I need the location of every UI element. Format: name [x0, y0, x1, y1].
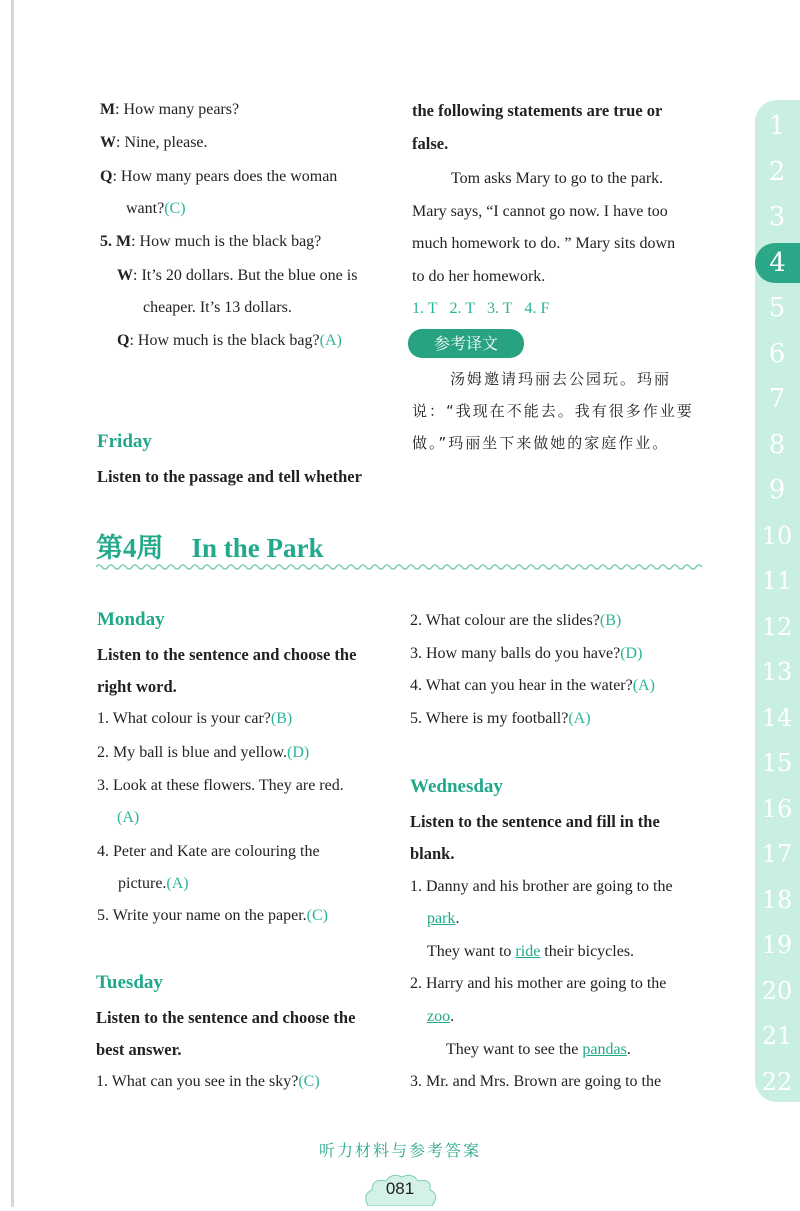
answer: (A): [319, 332, 342, 349]
week-tab-11[interactable]: 11: [761, 567, 793, 595]
wednesday-item-1-blank: park.: [427, 910, 460, 927]
translation-line-2: 说：“我现在不能去。我有很多作业要: [412, 402, 694, 420]
answer: (C): [164, 200, 186, 217]
wednesday-instruction-2: blank.: [410, 844, 455, 863]
reference-translation-label: 参考译文: [408, 329, 524, 358]
friday-instruction: Listen to the passage and tell whether: [97, 467, 362, 486]
dialog-line-8: Q: How much is the black bag?(A): [117, 332, 342, 349]
monday-item-1: 1. What colour is your car?(B): [97, 710, 293, 727]
monday-heading: Monday: [97, 609, 165, 630]
week-tab-5[interactable]: 5: [768, 293, 786, 323]
friday-heading: Friday: [97, 431, 152, 452]
tuesday-instruction-2: best answer.: [96, 1040, 182, 1059]
tuesday-item-1: 1. What can you see in the sky?(C): [96, 1073, 320, 1090]
page-number: 081: [385, 1179, 415, 1198]
passage-line-1: Tom asks Mary to go to the park.: [451, 170, 664, 187]
week-tab-3[interactable]: 3: [768, 202, 786, 232]
dialog-line-1: M: How many pears?: [100, 101, 240, 118]
dialog-line-2: W: Nine, please.: [100, 134, 208, 151]
friday-answers: 1. T 2. T 3. T 4. F: [412, 300, 550, 317]
passage-line-4: to do her homework.: [412, 268, 546, 285]
tuesday-item-2: 2. What colour are the slides?(B): [410, 612, 622, 629]
week-tab-13[interactable]: 13: [761, 658, 793, 686]
monday-instruction-1: Listen to the sentence and choose the: [97, 645, 357, 664]
tuesday-instruction-1: Listen to the sentence and choose the: [96, 1008, 356, 1027]
monday-item-4-cont: picture.(A): [118, 875, 189, 892]
fill-answer: park: [427, 910, 456, 927]
wednesday-instruction-1: Listen to the sentence and fill in the: [410, 812, 660, 831]
left-margin-line: [11, 0, 14, 1207]
week-tab-22[interactable]: 22: [761, 1067, 793, 1096]
wednesday-item-3: 3. Mr. and Mrs. Brown are going to the: [410, 1073, 662, 1090]
wednesday-item-2-line2: They want to see the pandas.: [446, 1041, 631, 1058]
tuesday-item-3: 3. How many balls do you have?(D): [410, 645, 643, 662]
translation-line-1: 汤姆邀请玛丽去公园玩。玛丽: [450, 370, 672, 388]
dialog-line-6: W: It’s 20 dollars. But the blue one is: [117, 267, 358, 284]
wednesday-item-2: 2. Harry and his mother are going to the: [410, 975, 667, 992]
friday-instruction-cont: the following statements are true or: [412, 101, 663, 120]
week-tab-20[interactable]: 20: [761, 976, 793, 1005]
week-tab-7[interactable]: 7: [768, 384, 786, 414]
week-tab-1[interactable]: 1: [768, 111, 786, 141]
monday-item-2: 2. My ball is blue and yellow.(D): [97, 744, 310, 761]
week-tab-15[interactable]: 15: [761, 749, 793, 777]
tuesday-item-5: 5. Where is my football?(A): [410, 710, 591, 727]
fill-answer: ride: [515, 943, 541, 960]
monday-item-3-answer: (A): [117, 809, 140, 826]
monday-item-4: 4. Peter and Kate are colouring the: [97, 843, 320, 860]
wednesday-heading: Wednesday: [410, 776, 503, 797]
week-tab-21[interactable]: 21: [761, 1022, 793, 1050]
fill-answer: zoo: [427, 1008, 451, 1025]
week-tab-16[interactable]: 16: [761, 794, 793, 823]
monday-instruction-2: right word.: [97, 677, 177, 696]
week-tab-12[interactable]: 12: [761, 612, 793, 641]
dialog-line-3: Q: How many pears does the woman: [100, 168, 338, 185]
week-tab-14[interactable]: 14: [761, 703, 793, 732]
passage-line-2: Mary says, “I cannot go now. I have too: [412, 203, 668, 220]
dialog-line-7: cheaper. It’s 13 dollars.: [143, 299, 292, 316]
footer-title: 听力材料与参考答案: [318, 1141, 481, 1160]
passage-line-3: much homework to do. ” Mary sits down: [412, 235, 676, 252]
section-title: 第4周 In the Park: [96, 533, 324, 563]
monday-item-3: 3. Look at these flowers. They are red.: [97, 777, 344, 794]
week-tab-4[interactable]: 4: [755, 243, 800, 283]
week-tab-6[interactable]: 6: [768, 338, 786, 369]
week-tab-17[interactable]: 17: [761, 840, 793, 868]
fill-answer: pandas: [582, 1041, 627, 1058]
friday-instruction-cont-2: false.: [412, 134, 449, 153]
page-number-badge: [362, 1172, 438, 1206]
translation-line-3: 做。”玛丽坐下来做她的家庭作业。: [412, 434, 670, 452]
week-tab-18[interactable]: 18: [761, 885, 793, 914]
wednesday-item-1: 1. Danny and his brother are going to the: [410, 878, 673, 895]
tuesday-item-4: 4. What can you hear in the water?(A): [410, 677, 655, 694]
dialog-line-4: want?(C): [126, 200, 186, 217]
monday-item-5: 5. Write your name on the paper.(C): [97, 907, 328, 924]
title-wave-underline: [96, 563, 706, 571]
wednesday-item-1-line2: They want to ride their bicycles.: [427, 943, 635, 960]
tuesday-heading: Tuesday: [96, 972, 163, 993]
week-tab-2[interactable]: 2: [768, 156, 786, 187]
dialog-line-5: 5. M: How much is the black bag?: [100, 233, 322, 250]
week-tab-9[interactable]: 9: [768, 475, 786, 505]
week-tab-19[interactable]: 19: [761, 931, 793, 959]
wednesday-item-2-blank: zoo.: [427, 1008, 455, 1025]
week-tab-8[interactable]: 8: [768, 429, 786, 460]
week-tab-10[interactable]: 10: [761, 521, 793, 550]
